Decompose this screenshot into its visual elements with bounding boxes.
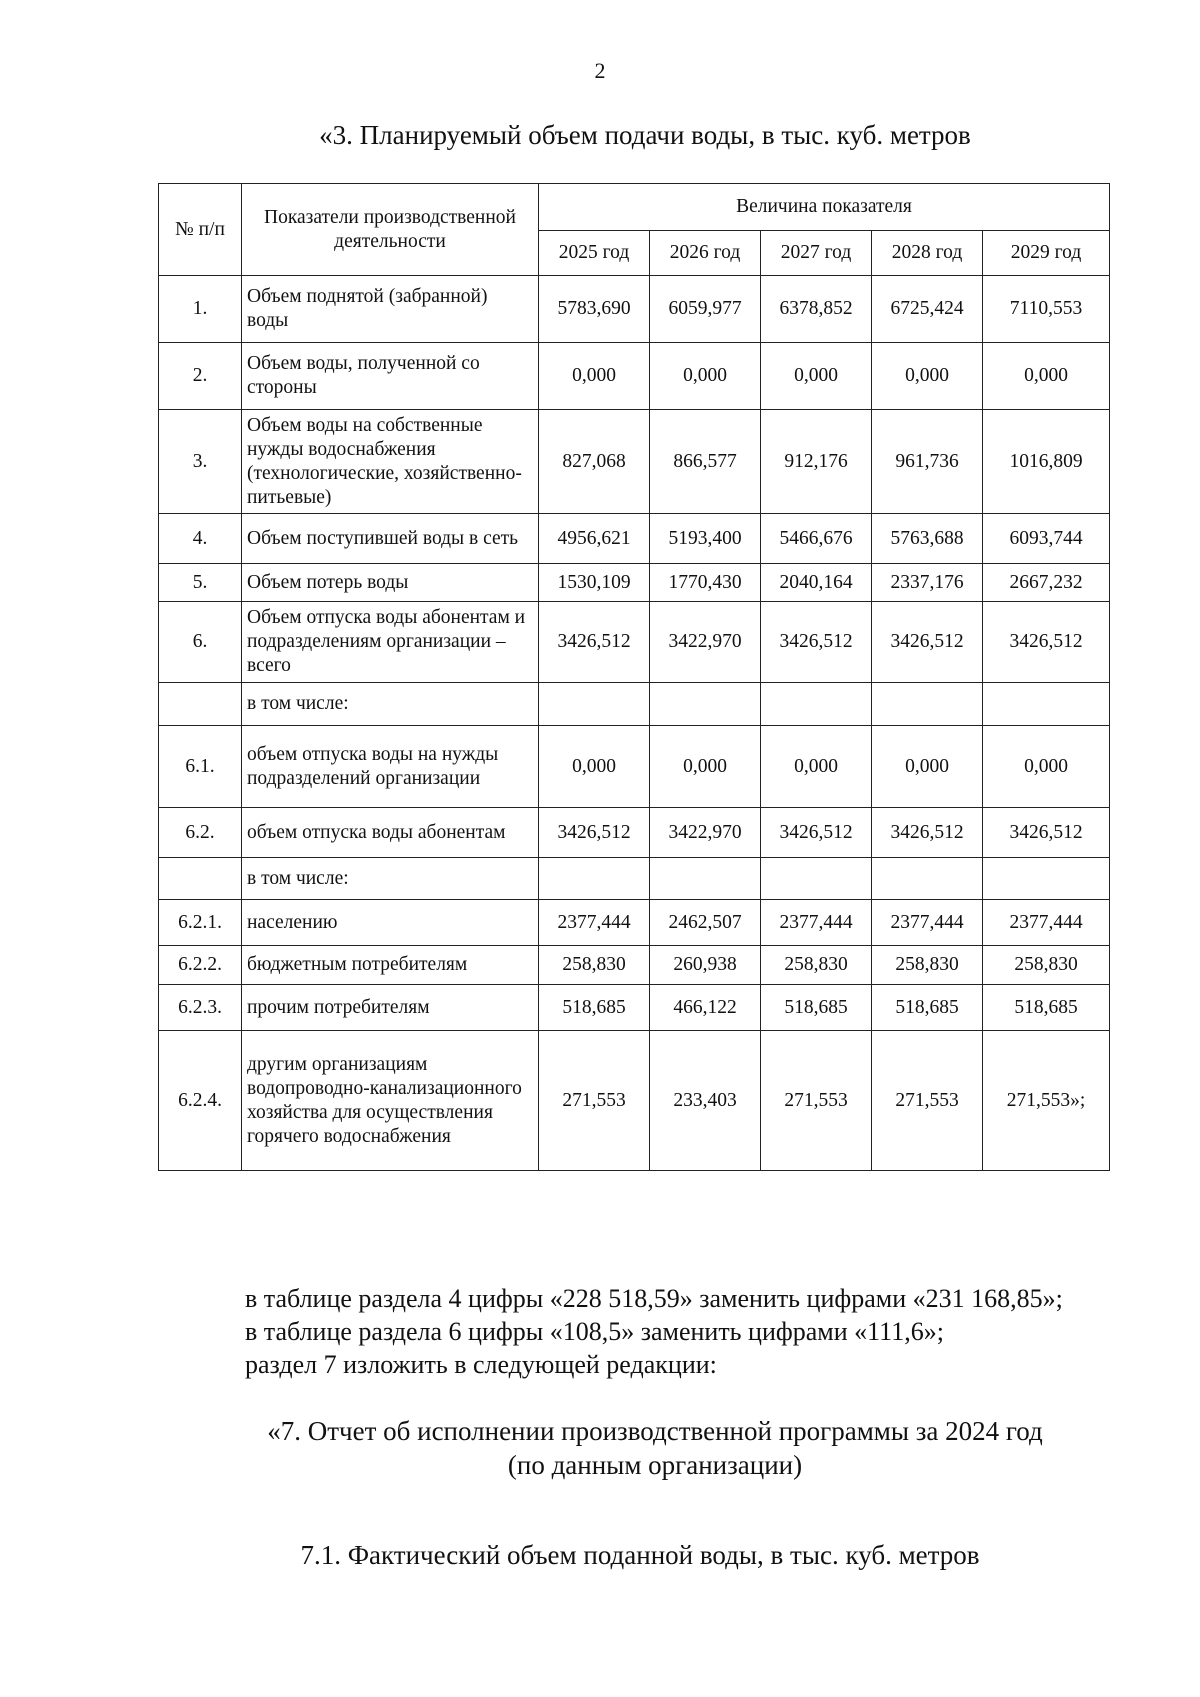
row-value: 3426,512: [872, 602, 983, 683]
row-number: 6.: [159, 602, 242, 683]
row-value: 5783,690: [539, 276, 650, 343]
row-indicator: в том числе:: [242, 858, 539, 900]
row-value: [650, 858, 761, 900]
row-value: [983, 683, 1110, 726]
row-value: 258,830: [983, 946, 1110, 985]
table-row: [159, 683, 1110, 726]
row-value: 2040,164: [761, 564, 872, 602]
row-indicator: Объем потерь воды: [242, 564, 539, 602]
table-row: [159, 343, 1110, 410]
row-value: [650, 683, 761, 726]
row-value: 6059,977: [650, 276, 761, 343]
row-indicator: Объем воды, полученной со стороны: [242, 343, 539, 410]
section7-title-line1: «7. Отчет об исполнении производственной программы за 2024 год: [267, 1416, 1043, 1446]
row-value: 1770,430: [650, 564, 761, 602]
row-value: [539, 858, 650, 900]
row-value: 961,736: [872, 410, 983, 514]
table-row: [159, 946, 1110, 985]
row-indicator: в том числе:: [242, 683, 539, 726]
row-value: 2667,232: [983, 564, 1110, 602]
row-value: 3422,970: [650, 808, 761, 858]
row-value: 3426,512: [872, 808, 983, 858]
row-value: [872, 683, 983, 726]
row-value: 518,685: [761, 985, 872, 1031]
row-value: [761, 858, 872, 900]
row-value: 3422,970: [650, 602, 761, 683]
row-indicator: объем отпуска воды абонентам: [242, 808, 539, 858]
row-indicator: Объем отпуска воды абонентам и подразделениям организации – всего: [242, 602, 539, 683]
table-row: [159, 858, 1110, 900]
row-number: 5.: [159, 564, 242, 602]
row-value: 2377,444: [539, 900, 650, 946]
row-number: 6.2.: [159, 808, 242, 858]
row-value: 0,000: [872, 343, 983, 410]
row-value: 0,000: [872, 726, 983, 808]
row-number: 6.2.3.: [159, 985, 242, 1031]
row-number: 2.: [159, 343, 242, 410]
row-number: 3.: [159, 410, 242, 514]
section7-title: [0, 1414, 1200, 1482]
header-value-group: Величина показателя: [539, 184, 1110, 231]
row-value: 0,000: [761, 726, 872, 808]
row-value: 6378,852: [761, 276, 872, 343]
row-value: 0,000: [650, 343, 761, 410]
row-indicator: Объем воды на собственные нужды водоснабжения (технологические, хозяйственно-питьевые): [242, 410, 539, 514]
amendment-line: в таблице раздела 6 цифры «108,5» заменить цифрами «111,6»;: [245, 1317, 944, 1346]
row-value: 2462,507: [650, 900, 761, 946]
section-title: «3. Планируемый объем подачи воды, в тыс. куб. метров: [319, 120, 971, 150]
row-value: 258,830: [761, 946, 872, 985]
header-num: № п/п: [159, 184, 242, 276]
header-year: 2029 год: [983, 231, 1110, 276]
row-value: 466,122: [650, 985, 761, 1031]
row-indicator: населению: [242, 900, 539, 946]
row-value: 5466,676: [761, 514, 872, 564]
row-value: 3426,512: [983, 602, 1110, 683]
row-number: 6.1.: [159, 726, 242, 808]
header-year: 2026 год: [650, 231, 761, 276]
table-row: [159, 1031, 1110, 1171]
row-value: 271,553: [761, 1031, 872, 1171]
row-value: 0,000: [650, 726, 761, 808]
row-value: 5763,688: [872, 514, 983, 564]
row-value: 912,176: [761, 410, 872, 514]
row-value: 0,000: [983, 726, 1110, 808]
row-value: 3426,512: [761, 602, 872, 683]
row-indicator: объем отпуска воды на нужды подразделений организации: [242, 726, 539, 808]
subsection-title: 7.1. Фактический объем поданной воды, в тыс. куб. метров: [300, 1540, 980, 1570]
row-value: 518,685: [539, 985, 650, 1031]
row-indicator: прочим потребителям: [242, 985, 539, 1031]
row-number: 4.: [159, 514, 242, 564]
row-number: [159, 683, 242, 726]
header-year: 2027 год: [761, 231, 872, 276]
table-row: [159, 900, 1110, 946]
table-row: [159, 808, 1110, 858]
row-value: 271,553»;: [983, 1031, 1110, 1171]
row-value: 518,685: [983, 985, 1110, 1031]
table-row: [159, 602, 1110, 683]
row-value: 5193,400: [650, 514, 761, 564]
row-value: 6725,424: [872, 276, 983, 343]
row-value: 2377,444: [761, 900, 872, 946]
row-value: 0,000: [539, 726, 650, 808]
row-number: [159, 858, 242, 900]
row-value: 3426,512: [983, 808, 1110, 858]
row-value: 3426,512: [539, 808, 650, 858]
row-value: 0,000: [983, 343, 1110, 410]
row-value: 2337,176: [872, 564, 983, 602]
amendment-text: [245, 1282, 1063, 1381]
row-value: 2377,444: [983, 900, 1110, 946]
water-supply-table: [158, 183, 1110, 1171]
table-row: [159, 276, 1110, 343]
row-value: 3426,512: [539, 602, 650, 683]
table-row: [159, 410, 1110, 514]
row-value: 2377,444: [872, 900, 983, 946]
row-value: [539, 683, 650, 726]
header-indicator: Показатели производственной деятельности: [242, 184, 539, 276]
row-number: 6.2.2.: [159, 946, 242, 985]
row-number: 6.2.1.: [159, 900, 242, 946]
row-value: 4956,621: [539, 514, 650, 564]
row-indicator: Объем поступившей воды в сеть: [242, 514, 539, 564]
row-indicator: Объем поднятой (забранной) воды: [242, 276, 539, 343]
row-value: [761, 683, 872, 726]
page-number: 2: [594, 58, 606, 83]
row-number: 1.: [159, 276, 242, 343]
row-value: 518,685: [872, 985, 983, 1031]
table-row: [159, 564, 1110, 602]
amendment-line: раздел 7 изложить в следующей редакции:: [245, 1350, 717, 1379]
section7-title-line2: (по данным организации): [507, 1450, 803, 1480]
row-value: 1530,109: [539, 564, 650, 602]
row-value: 0,000: [761, 343, 872, 410]
row-indicator: бюджетным потребителям: [242, 946, 539, 985]
row-value: 866,577: [650, 410, 761, 514]
table-row: [159, 726, 1110, 808]
row-value: 271,553: [539, 1031, 650, 1171]
row-value: 258,830: [872, 946, 983, 985]
row-value: [872, 858, 983, 900]
row-value: 271,553: [872, 1031, 983, 1171]
row-value: 7110,553: [983, 276, 1110, 343]
header-year: 2025 год: [539, 231, 650, 276]
row-value: 0,000: [539, 343, 650, 410]
header-year: 2028 год: [872, 231, 983, 276]
amendment-line: в таблице раздела 4 цифры «228 518,59» заменить цифрами «231 168,85»;: [245, 1284, 1063, 1313]
row-value: 6093,744: [983, 514, 1110, 564]
row-value: 3426,512: [761, 808, 872, 858]
row-indicator: другим организациям водопроводно-канализационного хозяйства для осуществления горячего водоснабжения: [242, 1031, 539, 1171]
table-row: [159, 985, 1110, 1031]
row-value: [983, 858, 1110, 900]
row-value: 258,830: [539, 946, 650, 985]
row-value: 233,403: [650, 1031, 761, 1171]
row-number: 6.2.4.: [159, 1031, 242, 1171]
row-value: 260,938: [650, 946, 761, 985]
table-row: [159, 514, 1110, 564]
row-value: 1016,809: [983, 410, 1110, 514]
row-value: 827,068: [539, 410, 650, 514]
